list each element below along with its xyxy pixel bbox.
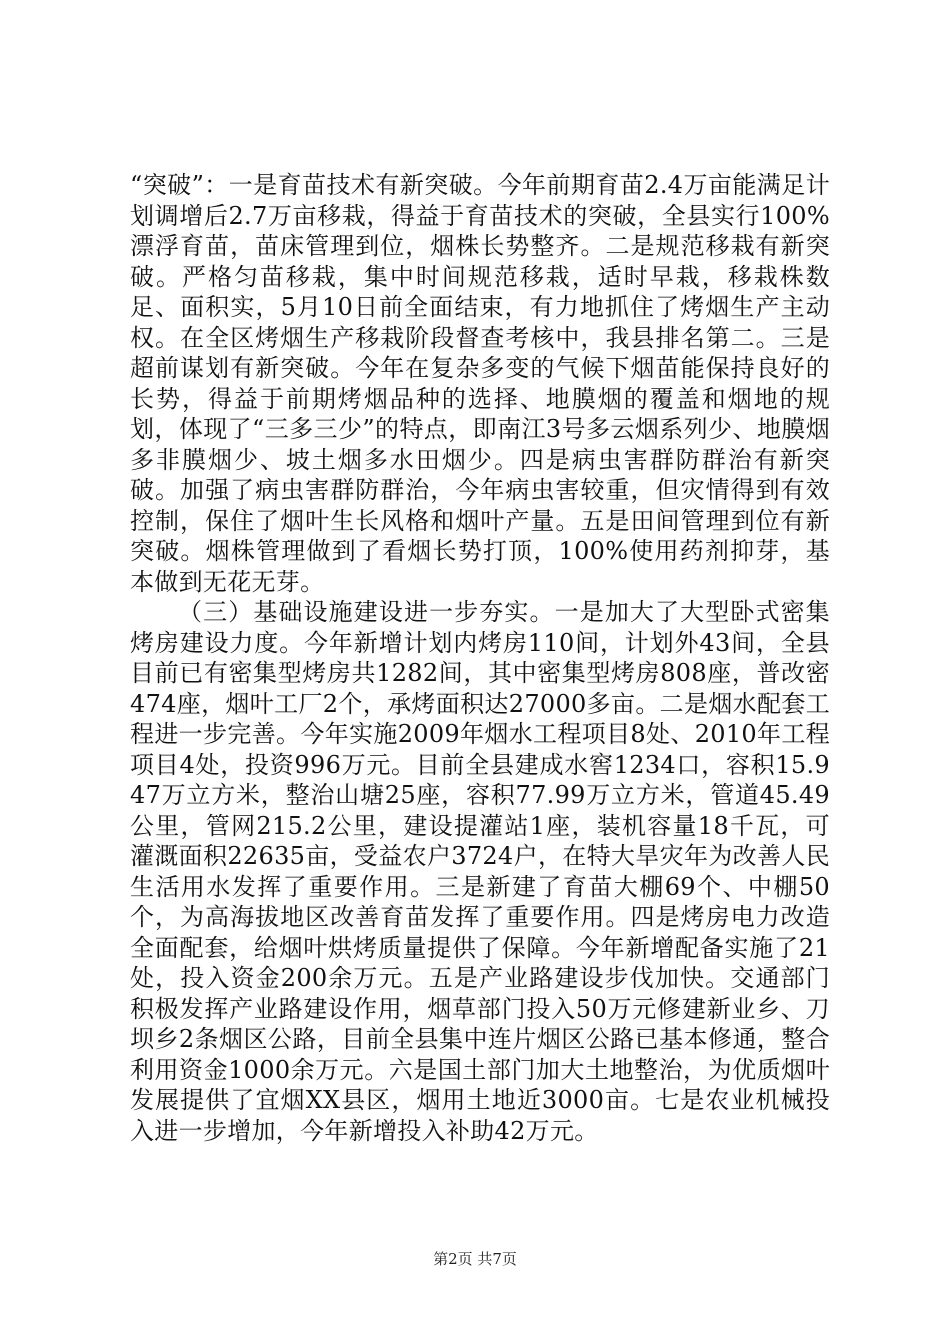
paragraph-breakthroughs: “突破”：一是育苗技术有新突破。今年前期育苗2.4万亩能满足计划调增后2.7万亩移栽，得益于育苗技术的突破，全县实行100%漂浮育苗，苗床管理到位，烟株长势整齐。二是规范移栽有新突破。严格匀苗移栽，集中时间规范移栽，适时早栽，移栽株数足、面积实，5月10日前全面结束，有力地抓住了烤烟生产主动权。在全区烤烟生产移栽阶段督查考核中，我县排名第二。三是超前谋划有新突破。今年在复杂多变的气候下烟苗能保持良好的长势，得益于前期烤烟品种的选择、地膜烟的覆盖和烟地的规划，体现了“三多三少”的特点，即南江3号多云烟系列少、地膜烟多非膜烟少、坡土烟多水田烟少。四是病虫害群防群治有新突破。加强了病虫害群防群治，今年病虫害较重，但灾情得到有效控制，保住了烟叶生长风格和烟叶产量。五是田间管理到位有新突破。烟株管理做到了看烟长势打顶，100%使用药剂抑芽，基本做到无花无芽。 [130, 171, 830, 596]
paragraph-infrastructure: （三）基础设施建设进一步夯实。一是加大了大型卧式密集烤房建设力度。今年新增计划内烤房110间，计划外43间，全县目前已有密集型烤房共1282间，其中密集型烤房808座，普改密474座，烟叶工厂2个，承烤面积达27000多亩。二是烟水配套工程进一步完善。今年实施2009年烟水工程项目8处、2010年工程项目4处，投资996万元。目前全县建成水窖1234口，容积15.947万立方米，整治山塘25座，容积77.99万立方米，管道45.49公里，管网215.2公里，建设提灌站1座，装机容量18千瓦，可灌溉面积22635亩，受益农户3724户，在特大旱灾年为改善人民生活用水发挥了重要作用。三是新建了育苗大棚69个、中棚50个，为高海拔地区改善育苗发挥了重要作用。四是烤房电力改造全面配套，给烟叶烘烤质量提供了保障。今年新增配备实施了21处，投入资金200余万元。五是产业路建设步伐加快。交通部门积极发挥产业路建设作用，烟草部门投入50万元修建新业乡、刀坝乡2条烟区公路，目前全县集中连片烟区公路已基本修通，整合利用资金1000余万元。六是国土部门加大土地整治，为优质烟叶发展提供了宜烟XX县区，烟用土地近3000亩。七是农业机械投入进一步增加，今年新增投入补助42万元。 [130, 598, 830, 1145]
page-footer [0, 1248, 950, 1269]
document-body [130, 170, 830, 1146]
page-number: 第2页 共7页 [433, 1250, 517, 1268]
